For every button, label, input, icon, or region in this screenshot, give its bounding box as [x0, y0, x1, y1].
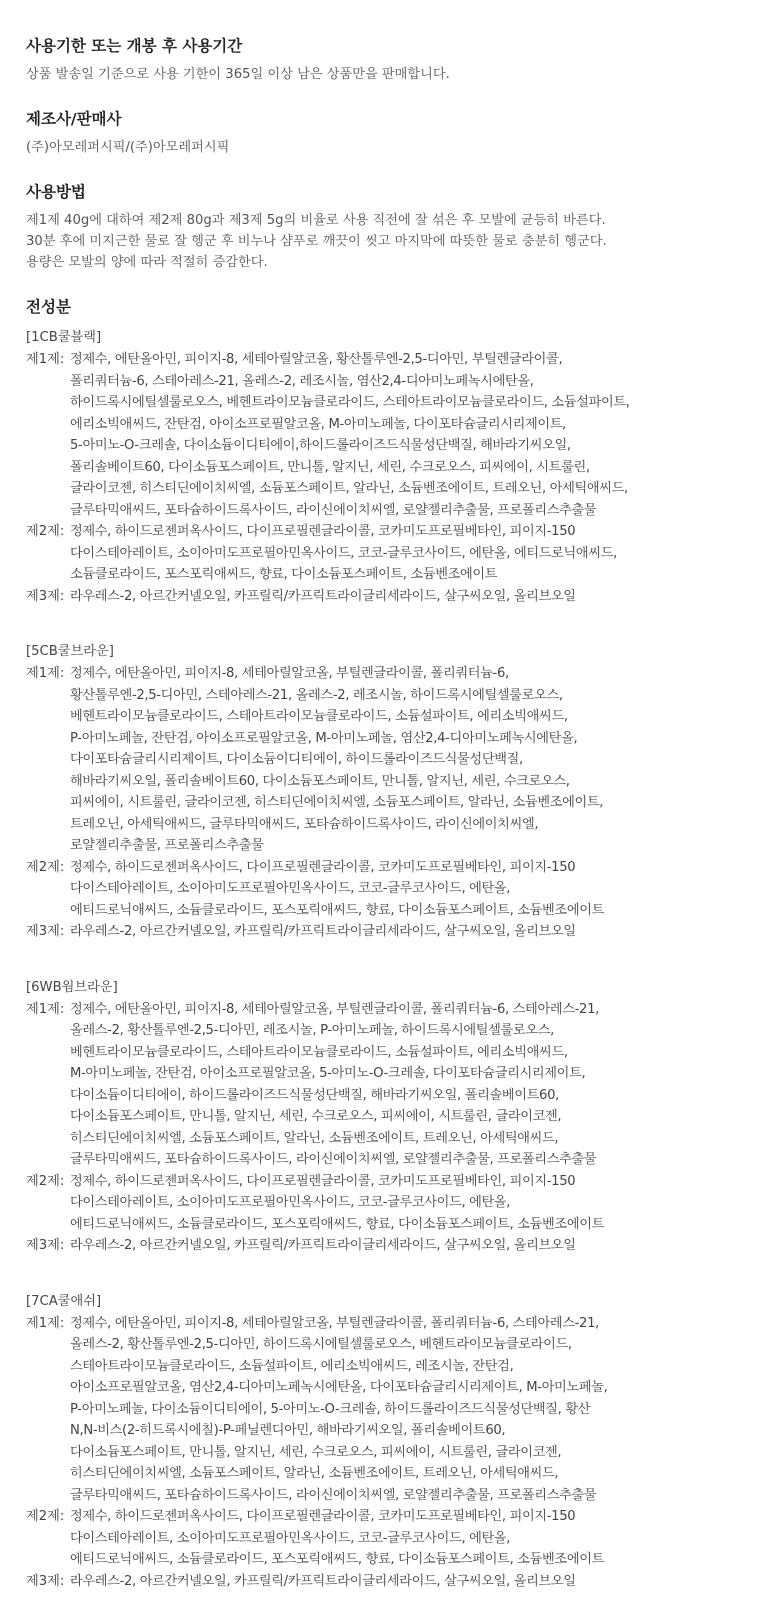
ingredient-line: 정제수, 하이드로젠퍼옥사이드, 다이프로필렌글라이콜, 코카미도프로필베타인, 피이지-150: [70, 524, 576, 539]
ingredient-line: 에리소빅애씨드, 잔탄검, 아이소프로필알코올, M-아미노페놀, 다이포타슘글리시리제이트,: [70, 416, 567, 432]
agent-ingredient-lines: [70, 1313, 754, 1507]
ingredient-line: 다이소듐포스페이트, 만니톨, 알지닌, 세린, 수크로오스, 피씨에이, 시트룰린, 글라이코젠,: [70, 1109, 562, 1124]
agent-row: [26, 999, 754, 1171]
product-name: [7CA쿨애쉬]: [26, 1293, 102, 1309]
ingredient-line: 트레오닌, 아세틱애씨드, 글루타믹애씨드, 포타슘하이드록사이드, 라이신에이치씨엘,: [70, 816, 539, 832]
agent-label: 제3제:: [26, 588, 65, 604]
ingredient-line: 폴리쿼터늄-6, 스테아레스-21, 올레스-2, 레조시놀, 염산2,4-디아미노페녹시에탄올,: [70, 373, 534, 389]
agent-ingredient-lines: [70, 1571, 754, 1593]
manufacturer-text: (주)아모레퍼시픽/(주)아모레퍼시픽: [26, 140, 230, 155]
agent-row: [26, 663, 754, 857]
product-name: [5CB쿨브라운]: [26, 644, 114, 659]
agent-label: 제3제:: [26, 1573, 65, 1589]
ingredient-line: 라우레스-2, 아르간커넬오일, 카프릴릭/카프릭트라이글리세라이드, 살구씨오일, 올리브오일: [70, 588, 576, 604]
ingredient-line: 히스티딘에이치씨엘, 소듐포스페이트, 알라닌, 소듐벤조에이트, 트레오닌, 아세틱애씨드,: [70, 1466, 559, 1481]
ingredient-line: 다이포타슘글리시리제이트, 다이소듐이디티에이, 하이드롤라이즈드식물성단백질,: [70, 752, 523, 767]
agent-label: 제2제:: [26, 524, 65, 539]
ingredient-line: 피씨에이, 시트룰린, 글라이코젠, 히스티딘에이치씨엘, 소듐포스페이트, 알라닌, 소듐벤조에이트,: [70, 795, 604, 810]
ingredient-line: 글루타믹애씨드, 포타슘하이드록사이드, 라이신에이치씨엘, 로얄젤리추출물, 프로폴리스추출물: [70, 502, 597, 518]
usage-heading: 사용방법: [26, 183, 86, 201]
usage-line: 용량은 모발의 양에 따라 적절히 증감한다.: [26, 255, 268, 270]
ingredient-line: 에티드로닉애씨드, 소듐클로라이드, 포스포릭애씨드, 향료, 다이소듐포스페이트, 소듐벤조에이트: [70, 1216, 604, 1232]
agent-label: 제2제:: [26, 1509, 65, 1524]
agent-row: [26, 921, 754, 943]
agent-row: [26, 1313, 754, 1507]
ingredient-line: 에티드로닉애씨드, 소듐클로라이드, 포스포릭애씨드, 향료, 다이소듐포스페이트, 소듐벤조에이트: [70, 902, 604, 918]
agent-ingredient-lines: [70, 663, 754, 857]
agent-row: [26, 857, 754, 922]
ingredient-line: P-아미노페놀, 다이소듐이디티에이, 5-아미노-O-크레솔, 하이드롤라이즈드식물성단백질, 황산: [70, 1401, 591, 1417]
agent-ingredient-lines: [70, 1506, 754, 1571]
agent-row: [26, 1235, 754, 1257]
agent-row: [26, 349, 754, 521]
ingredient-line: 다이스테아레이트, 소이아미도프로필아민옥사이드, 코코-글루코사이드, 에탄올, 에티드로닉애씨드,: [70, 545, 617, 561]
agent-label: 제2제:: [26, 859, 65, 875]
agent-label: 제2제:: [26, 1173, 65, 1189]
agent-row: [26, 586, 754, 608]
manufacturer-section: [26, 107, 754, 158]
ingredient-line: 다이소듐포스페이트, 만니톨, 알지닌, 세린, 수크로오스, 피씨에이, 시트룰린, 글라이코젠,: [70, 1444, 562, 1460]
ingredients-heading: 전성분: [26, 298, 71, 316]
agent-label: 제1제:: [26, 1001, 65, 1017]
ingredient-line: 다이스테아레이트, 소이아미도프로필아민옥사이드, 코코-글루코사이드, 에탄올,: [70, 881, 511, 896]
product-ingredients-block: [26, 977, 754, 1257]
ingredient-line: 스테아트라이모늄클로라이드, 소듐설파이트, 에리소빅애씨드, 레조시놀, 잔탄검,: [70, 1358, 514, 1374]
product-name: [6WB웜브라운]: [26, 979, 118, 995]
ingredient-line: 다이스테아레이트, 소이아미도프로필아민옥사이드, 코코-글루코사이드, 에탄올,: [70, 1530, 511, 1546]
usage-line: 제1제 40g에 대하여 제2제 80g과 제3제 5g의 비율로 사용 직전에 잘 섞은 후 모발에 균등히 바른다.: [26, 213, 606, 228]
agent-ingredient-lines: [70, 999, 754, 1171]
ingredient-line: 정제수, 하이드로젠퍼옥사이드, 다이프로필렌글라이콜, 코카미도프로필베타인, 피이지-150: [70, 1173, 576, 1189]
shelf-life-section: [26, 34, 754, 85]
ingredient-line: 히스티딘에이치씨엘, 소듐포스페이트, 알라닌, 소듐벤조에이트, 트레오닌, 아세틱애씨드,: [70, 1130, 559, 1146]
shelf-life-text: 상품 발송일 기준으로 사용 기한이 365일 이상 남은 상품만을 판매합니다.: [26, 67, 450, 82]
ingredient-line: 정제수, 하이드로젠퍼옥사이드, 다이프로필렌글라이콜, 코카미도프로필베타인, 피이지-150: [70, 859, 576, 875]
agent-label: 제1제:: [26, 1315, 65, 1331]
ingredient-line: 베헨트라이모늄클로라이드, 스테아트라이모늄클로라이드, 소듐설파이트, 에리소빅애씨드,: [70, 1044, 568, 1060]
ingredient-line: 글루타믹애씨드, 포타슘하이드록사이드, 라이신에이치씨엘, 로얄젤리추출물, 프로폴리스추출물: [70, 1152, 597, 1167]
ingredient-line: 하이드록시에틸셀룰로오스, 베헨트라이모늄클로라이드, 스테아트라이모늄클로라이드, 소듐설파이트,: [70, 395, 630, 410]
ingredient-line: 다이스테아레이트, 소이아미도프로필아민옥사이드, 코코-글루코사이드, 에탄올,: [70, 1195, 511, 1210]
agent-row: [26, 1571, 754, 1593]
ingredient-line: 정제수, 에탄올아민, 피이지-8, 세테아릴알코올, 부틸렌글라이콜, 폴리쿼터늄-6, 스테아레스-21,: [70, 1001, 599, 1017]
agent-ingredient-lines: [70, 921, 754, 943]
agent-label: 제1제:: [26, 352, 65, 367]
agent-ingredient-lines: [70, 1235, 754, 1257]
ingredient-line: 글루타믹애씨드, 포타슘하이드록사이드, 라이신에이치씨엘, 로얄젤리추출물, 프로폴리스추출물: [70, 1487, 597, 1503]
agent-ingredient-lines: [70, 586, 754, 608]
agent-ingredient-lines: [70, 1171, 754, 1236]
agent-ingredient-lines: [70, 349, 754, 521]
ingredient-line: 올레스-2, 황산톨루엔-2,5-디아민, 레조시놀, P-아미노페놀, 하이드록시에틸셀룰로오스,: [70, 1023, 554, 1038]
ingredient-line: 올레스-2, 황산톨루엔-2,5-디아민, 하이드록시에틸셀룰로오스, 베헨트라이모늄클로라이드,: [70, 1337, 572, 1352]
product-ingredients-block: [26, 641, 754, 943]
product-name: [1CB쿨블랙]: [26, 330, 102, 345]
ingredient-line: 다이소듐이디티에이, 하이드롤라이즈드식물성단백질, 해바라기씨오일, 폴리솔베이트60,: [70, 1087, 559, 1103]
ingredient-line: N,N-비스(2-히드록시에칠)-P-페닐렌디아민, 해바라기씨오일, 폴리솔베이트60,: [70, 1423, 506, 1438]
product-ingredients-block: [26, 1291, 754, 1593]
ingredient-line: P-아미노페놀, 잔탄검, 아이소프로필알코올, M-아미노페놀, 염산2,4-디아미노페녹시에탄올,: [70, 730, 578, 746]
ingredient-line: 정제수, 에탄올아민, 피이지-8, 세테아릴알코올, 부틸렌글라이콜, 폴리쿼터늄-6, 스테아레스-21,: [70, 1315, 599, 1331]
ingredient-line: 아이소프로필알코올, 염산2,4-디아미노페녹시에탄올, 다이포타슘글리시리제이트, M-아미노페놀,: [70, 1380, 608, 1395]
agent-label: 제3제:: [26, 924, 65, 939]
ingredient-line: 라우레스-2, 아르간커넬오일, 카프릴릭/카프릭트라이글리세라이드, 살구씨오일, 올리브오일: [70, 1238, 576, 1253]
ingredients-products: [26, 327, 754, 1592]
agent-label: 제1제:: [26, 666, 65, 681]
ingredient-line: 황산톨루엔-2,5-디아민, 스테아레스-21, 올레스-2, 레조시놀, 하이드록시에틸셀룰로오스,: [70, 687, 563, 703]
ingredients-section: [26, 295, 754, 1592]
agent-ingredient-lines: [70, 521, 754, 586]
ingredient-line: 정제수, 에탄올아민, 피이지-8, 세테아릴알코올, 황산톨루엔-2,5-디아민, 부틸렌글라이콜,: [70, 352, 563, 367]
ingredient-line: 소듐클로라이드, 포스포릭애씨드, 향료, 다이소듐포스페이트, 소듐벤조에이트: [70, 567, 498, 582]
ingredient-line: 베헨트라이모늄클로라이드, 스테아트라이모늄클로라이드, 소듐설파이트, 에리소빅애씨드,: [70, 709, 568, 724]
manufacturer-heading: 제조사/판매사: [26, 110, 122, 128]
product-ingredients-block: [26, 327, 754, 607]
ingredient-line: M-아미노페놀, 잔탄검, 아이소프로필알코올, 5-아미노-O-크레솔, 다이포타슘글리시리제이트,: [70, 1066, 586, 1081]
agent-row: [26, 521, 754, 586]
ingredient-line: 5-아미노-O-크레솔, 다이소듐이디티에이,하이드롤라이즈드식물성단백질, 해바라기씨오일,: [70, 438, 571, 453]
agent-row: [26, 1171, 754, 1236]
ingredient-line: 정제수, 하이드로젠퍼옥사이드, 다이프로필렌글라이콜, 코카미도프로필베타인, 피이지-150: [70, 1509, 576, 1524]
ingredient-line: 해바라기씨오일, 폴리솔베이트60, 다이소듐포스페이트, 만니톨, 알지닌, 세린, 수크로오스,: [70, 773, 570, 789]
ingredient-line: 에티드로닉애씨드, 소듐클로라이드, 포스포릭애씨드, 향료, 다이소듐포스페이트, 소듐벤조에이트: [70, 1552, 604, 1567]
ingredient-line: 라우레스-2, 아르간커넬오일, 카프릴릭/카프릭트라이글리세라이드, 살구씨오일, 올리브오일: [70, 1573, 576, 1589]
agent-label: 제3제:: [26, 1238, 65, 1253]
shelf-life-heading: 사용기한 또는 개봉 후 사용기간: [26, 37, 243, 55]
usage-section: [26, 180, 754, 273]
agent-ingredient-lines: [70, 857, 754, 922]
ingredient-line: 폴리솔베이트60, 다이소듐포스페이트, 만니톨, 알지닌, 세린, 수크로오스, 피씨에이, 시트룰린,: [70, 459, 590, 475]
ingredient-line: 글라이코젠, 히스티딘에이치씨엘, 소듐포스페이트, 알라닌, 소듐벤조에이트, 트레오닌, 아세틱애씨드,: [70, 481, 628, 496]
usage-line: 30분 후에 미지근한 물로 잘 헹군 후 비누나 샴푸로 깨끗이 씻고 마지막에 따뜻한 물로 충분히 헹군다.: [26, 234, 607, 249]
ingredient-line: 라우레스-2, 아르간커넬오일, 카프릴릭/카프릭트라이글리세라이드, 살구씨오일, 올리브오일: [70, 924, 576, 939]
ingredient-line: 로얄젤리추출물, 프로폴리스추출물: [70, 838, 264, 853]
ingredient-line: 정제수, 에탄올아민, 피이지-8, 세테아릴알코올, 부틸렌글라이콜, 폴리쿼터늄-6,: [70, 666, 509, 681]
agent-row: [26, 1506, 754, 1571]
